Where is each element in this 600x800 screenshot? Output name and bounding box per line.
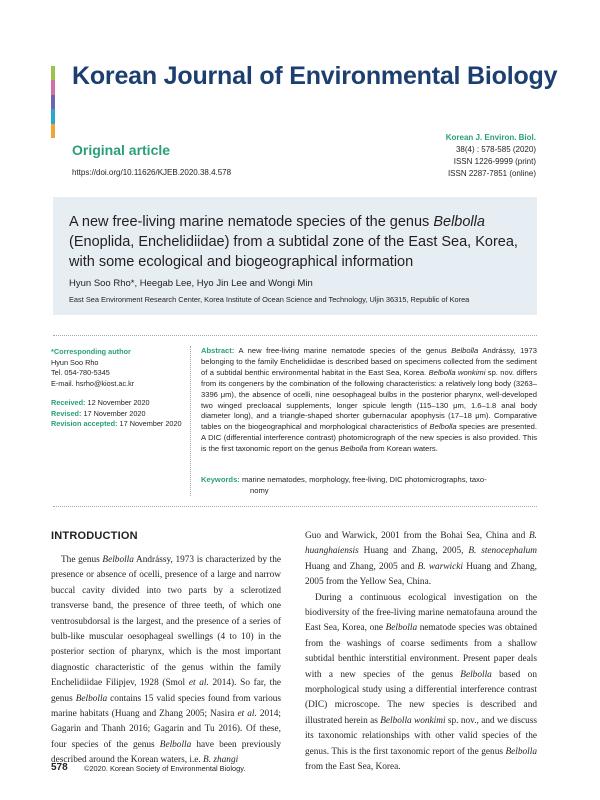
issn-online: ISSN 2287-7851 (online) xyxy=(447,169,536,178)
abstract-genus: Belbolla xyxy=(340,444,368,454)
divider-top xyxy=(53,335,537,336)
italic-term: et al. xyxy=(237,709,257,720)
journal-color-strip xyxy=(51,66,55,138)
doi-link[interactable]: https://doi.org/10.11626/KJEB.2020.38.4.578 xyxy=(72,168,232,177)
abstract-text: A new free-living marine nematode species of the genus xyxy=(234,346,452,355)
keywords xyxy=(201,474,537,496)
italic-term: B. zhangi xyxy=(203,755,239,766)
italic-term: Belbolla xyxy=(102,555,134,565)
italic-term: Belbolla wonkimi xyxy=(380,715,446,726)
body-text: from the East Sea, Korea. xyxy=(305,762,401,773)
body-text: based on morphological study using a differential interference contrast (DIC) microscope. The new species is described and illustrated herein as xyxy=(305,669,537,726)
corresponding-tel: Tel. 054-780-5345 xyxy=(51,368,110,377)
copyright: ©2020. Korean Society of Environmental Biology. xyxy=(84,764,246,773)
strip-segment xyxy=(51,80,55,94)
issn-print: ISSN 1226-9999 (print) xyxy=(453,157,536,166)
corresponding-label: *Corresponding author xyxy=(51,347,131,356)
italic-term: B. warwicki xyxy=(417,561,463,572)
citation-block xyxy=(446,132,536,180)
abstract-species: Belbolla wonkimi xyxy=(428,367,486,377)
abstract-genus: Belbolla xyxy=(451,346,479,355)
italic-term: Belbolla xyxy=(460,669,492,680)
strip-segment xyxy=(51,124,55,138)
revised-date: 17 November 2020 xyxy=(83,408,146,418)
article-meta xyxy=(51,347,191,439)
body-text: 2014). So far, the genus xyxy=(51,678,281,704)
body-text: Guo and Warwick, 2001 from the Bohai Sea, China and xyxy=(305,531,529,541)
strip-segment xyxy=(51,109,55,123)
intro-paragraph-2 xyxy=(305,591,537,776)
intro-paragraph-1 xyxy=(51,553,281,769)
intro-column-left xyxy=(51,553,281,769)
body-text: Huang and Zhang, 2005 and xyxy=(305,561,418,572)
body-text: Huang and Zhang, 2005 from the Yellow Sea, China. xyxy=(305,561,538,588)
intro-paragraph-continued xyxy=(305,529,537,591)
italic-term: Belbolla xyxy=(75,693,108,704)
journal-title: Korean Journal of Environmental Biology xyxy=(72,62,558,90)
abstract-genus: Belbolla xyxy=(429,422,457,432)
title-text-1: A new free-living marine nematode species of the genus xyxy=(69,214,434,230)
revised-label: Revised: xyxy=(51,408,82,418)
journal-abbreviation: Korean J. Environ. Biol. xyxy=(445,133,536,142)
accepted-date: 17 November 2020 xyxy=(119,419,182,428)
strip-segment xyxy=(51,95,55,109)
abstract xyxy=(201,346,537,455)
body-text: contains 15 valid species found from various marine habitats (Huang and Zhang 2005; Nasira xyxy=(51,693,281,720)
italic-term: Belbolla xyxy=(505,746,537,757)
meta-divider xyxy=(190,346,191,496)
article-title xyxy=(69,212,529,272)
body-text: sp. nov., and we discuss its taxonomic relationships with other valid species of the genus. This is the first taxonomic report of the genus xyxy=(305,715,538,757)
page-number: 578 xyxy=(51,762,68,773)
keywords-line-1: marine nematodes, morphology, free-living, DIC photomicrographs, taxo- xyxy=(241,475,487,484)
body-text: nematode species was obtained from the washings of coarse sediments from a shallow subtidal benthic interstitial environment. Present paper deals with a new species of the genus xyxy=(305,623,537,680)
authors: Hyun Soo Rho*, Heegab Lee, Hyo Jin Lee and Wongi Min xyxy=(69,278,313,289)
article-type: Original article xyxy=(72,142,171,158)
italic-term: B. huanghaiensis xyxy=(305,531,537,557)
body-text: Huang and Zhang, 2005, xyxy=(358,546,469,557)
body-text: Andrássy, 1973 is characterized by the presence or absence of ocelli, presence of a large and narrow buccal cavity divided into two parts by a sclerotized transverse band, the presence of three teeth, of which one ventrosubdorsal is the largest, and the presence of a series of bulb-like muscular oesophageal swellings (4 to 10) in the posterior section of pharynx, which is the most important diagnostic characteristic of the genus within the family Enchelidiidae Filipjev, 1928 (Smol xyxy=(51,555,281,689)
body-text: During a continuous ecological investigation on the biodiversity of the free-living marine nematofauna around the East Sea, Korea, one xyxy=(305,592,537,634)
italic-term: B. stenocephalum xyxy=(468,546,537,557)
affiliation: East Sea Environment Research Center, Korea Institute of Ocean Science and Technology, Uljin 36315, Republic of Korea xyxy=(69,295,470,304)
abstract-text: sp. nov. differs from its congeners by the combination of the following characteristics: a relatively long body (3263–3396 μm), the absence of ocelli, nine oesophageal bulbs in the posterior pharynx, well-developed two winged precloacal supplements, longer spicule length (115–130 μm, 1.6–1.8 anal body diameter long), and a triangle-shaped shorter gubernacular apophysis (17–18 μm). Comparative tables on the biogeographical and morphological characteristics of xyxy=(201,367,537,432)
volume-pages: 38(4) : 578-585 (2020) xyxy=(455,145,536,154)
keywords-label: Keywords: xyxy=(201,475,240,484)
body-text: 2014; Gagarin and Thanh 2016; Gagarin and Tu 2016). Of these, four species of the genus xyxy=(51,709,281,750)
section-heading: INTRODUCTION xyxy=(51,530,138,542)
body-text: have been previously described around the Korean waters, i.e. xyxy=(51,739,281,766)
abstract-label: Abstract: xyxy=(201,346,235,355)
title-text-2: (Enoplida, Enchelidiidae) from a subtidal zone of the East Sea, Korea, with some ecological and biogeographical information xyxy=(69,234,518,270)
keywords-line-2: nomy xyxy=(250,486,269,495)
italic-term: et al. xyxy=(188,678,209,689)
accepted-label: Revision accepted: xyxy=(51,419,118,428)
intro-column-right xyxy=(305,529,537,776)
divider-bottom xyxy=(53,506,537,507)
corresponding-email[interactable]: E-mail. hsrho@kiost.ac.kr xyxy=(51,378,135,388)
abstract-text: species are presented. A DIC (differential interference contrast) photomicrograph of the new species is also provided. This is the first taxonomic report on the genus xyxy=(201,422,538,454)
italic-term: Belbolla xyxy=(159,739,192,750)
italic-term: Belbolla xyxy=(385,623,418,634)
abstract-text: from Korean waters. xyxy=(367,444,438,454)
corresponding-name: Hyun Soo Rho xyxy=(51,357,99,367)
title-genus: Belbolla xyxy=(433,214,485,230)
abstract-text: Andrássy, 1973 belonging to the family Enchelidiidae is described based on specimens collected from the sediment of a subtidal benthic environmental habitat in the East Sea, Korea. xyxy=(201,346,537,377)
received-date: 12 November 2020 xyxy=(87,398,150,407)
strip-segment xyxy=(51,66,55,80)
body-text: The genus xyxy=(61,555,103,565)
received-label: Received: xyxy=(51,398,86,407)
